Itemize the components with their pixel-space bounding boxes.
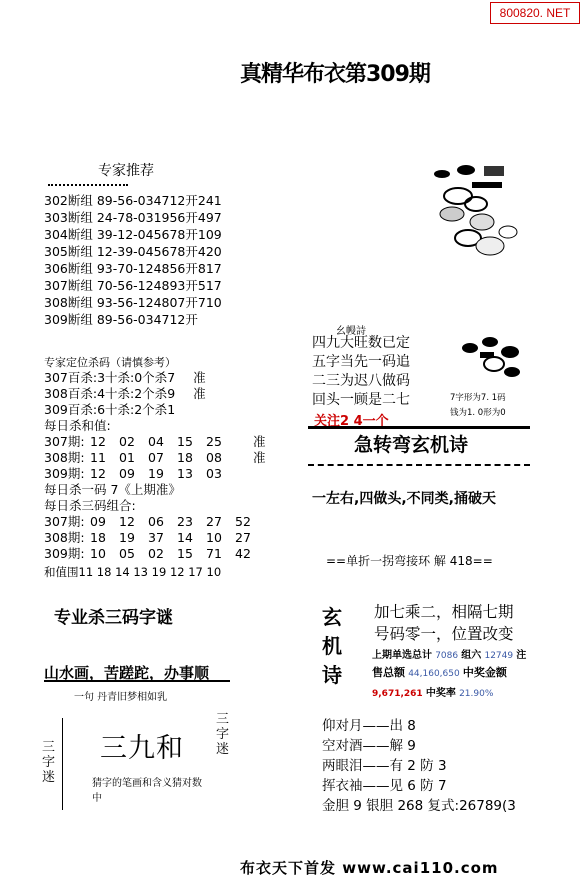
riddle-line: 山水画，苦蹉跎，办事顺: [44, 664, 210, 682]
expert-row: 306断组 93-70-124856开817: [44, 261, 222, 276]
expert-row: 304断组 39-12-045678开109: [44, 227, 222, 242]
xuanji-line: 加七乘二，相隔七期: [374, 603, 514, 621]
clue-row: 仰对月——出 8: [322, 718, 416, 734]
xuanji-line: 号码零一，位置改变: [374, 625, 514, 643]
expert-row: 309断组 89-56-034712开: [44, 312, 198, 327]
single-note: ==单折一拐弯接环 解 418==: [326, 554, 493, 568]
poem-heading: 幺幔詩: [336, 326, 366, 337]
daily-three-row: 307期: 09 12 06 23 27 52: [44, 514, 251, 529]
side-label-left: 三字迷: [42, 740, 56, 785]
clue-row: 空对酒——解 9: [322, 738, 416, 754]
clue-row: 挥衣袖——见 6 防 7: [322, 778, 447, 794]
coins-illustration: [418, 162, 528, 266]
poem-lines: 四九大旺数已定 五字当先一码追 二三为迟八做码 回头一顾是二七: [312, 335, 410, 408]
clue-row: 金胆 9 银胆 268 复式:26789(3: [322, 798, 516, 814]
clue-row: 两眼泪——有 2 防 3: [322, 758, 447, 774]
expert-row: 303断组 24-78-031956开497: [44, 210, 222, 225]
daily-three-row: 308期: 18 19 37 14 10 27: [44, 530, 251, 545]
riddle-subline: 一句 丹青旧梦相如乳: [74, 692, 168, 703]
daily-three-heading: 每日杀三码组合:: [44, 498, 136, 513]
stat-row: 售总额 44,160,650 中奖金额: [372, 666, 507, 679]
xuanji-vertical-title: 玄 机 诗: [322, 605, 342, 687]
kill-row: 309百杀:6十杀:2个杀1: [44, 402, 176, 417]
divider: [48, 184, 128, 190]
expert-row: 305断组 12-39-045678开420: [44, 244, 222, 259]
page-title: 真精华布衣第309期: [240, 62, 430, 87]
site-badge: 800820. NET: [490, 2, 580, 24]
daily-he-heading: 每日杀和值:: [44, 418, 111, 433]
side-label-right: 三字迷: [216, 712, 230, 757]
divider: [308, 426, 530, 429]
riddle-big-text: 三九和: [100, 733, 184, 764]
daily-one-row: 每日杀一码 7《上期准》: [44, 482, 181, 497]
daily-he-row: 309期: 12 09 19 13 03: [44, 466, 222, 481]
expert-row: 307断组 70-56-124893开517: [44, 278, 222, 293]
expert-heading: 专家推荐: [98, 163, 154, 179]
riddle-heading: 专业杀三码字谜: [54, 608, 173, 628]
poem-note: 关注2 4一个: [314, 414, 389, 429]
daily-three-row: 309期: 10 05 02 15 71 42: [44, 546, 251, 561]
daily-he-row: 307期: 12 02 04 15 25 准: [44, 434, 266, 449]
expert-row: 302断组 89-56-034712开241: [44, 193, 222, 208]
expert-row: 308断组 93-56-124807开710: [44, 295, 222, 310]
he-tail-row: 和值围11 18 14 13 19 12 17 10: [44, 565, 222, 579]
kill-heading: 专家定位杀码（请慎参考）: [44, 356, 176, 369]
divider: [308, 464, 530, 466]
divider: [44, 680, 230, 682]
kill-row: 308百杀:4十杀:2个杀9 准: [44, 386, 206, 401]
footer-site: 布衣天下首发 www.cai110.com: [240, 859, 499, 877]
turn-poem: 一左右,四做头,不同类,捅破天: [312, 491, 496, 507]
turn-title: 急转弯玄机诗: [354, 434, 469, 456]
stat-row: 上期单选总计 7086 组六 12749 注: [372, 650, 527, 661]
daily-he-row: 308期: 11 01 07 18 08 准: [44, 450, 266, 465]
poem-side-note: 7字形为7. 1码: [450, 393, 506, 403]
poem-side-note: 钱为1. 0形为0: [450, 408, 506, 418]
stat-row: 9,671,261 中奖率 21.90%: [372, 688, 494, 699]
coins-illustration: [450, 330, 530, 386]
riddle-hint: 猜字的笔画和含义猜对数中: [92, 778, 202, 804]
kill-row: 307百杀:3十杀:0个杀7 准: [44, 370, 206, 385]
